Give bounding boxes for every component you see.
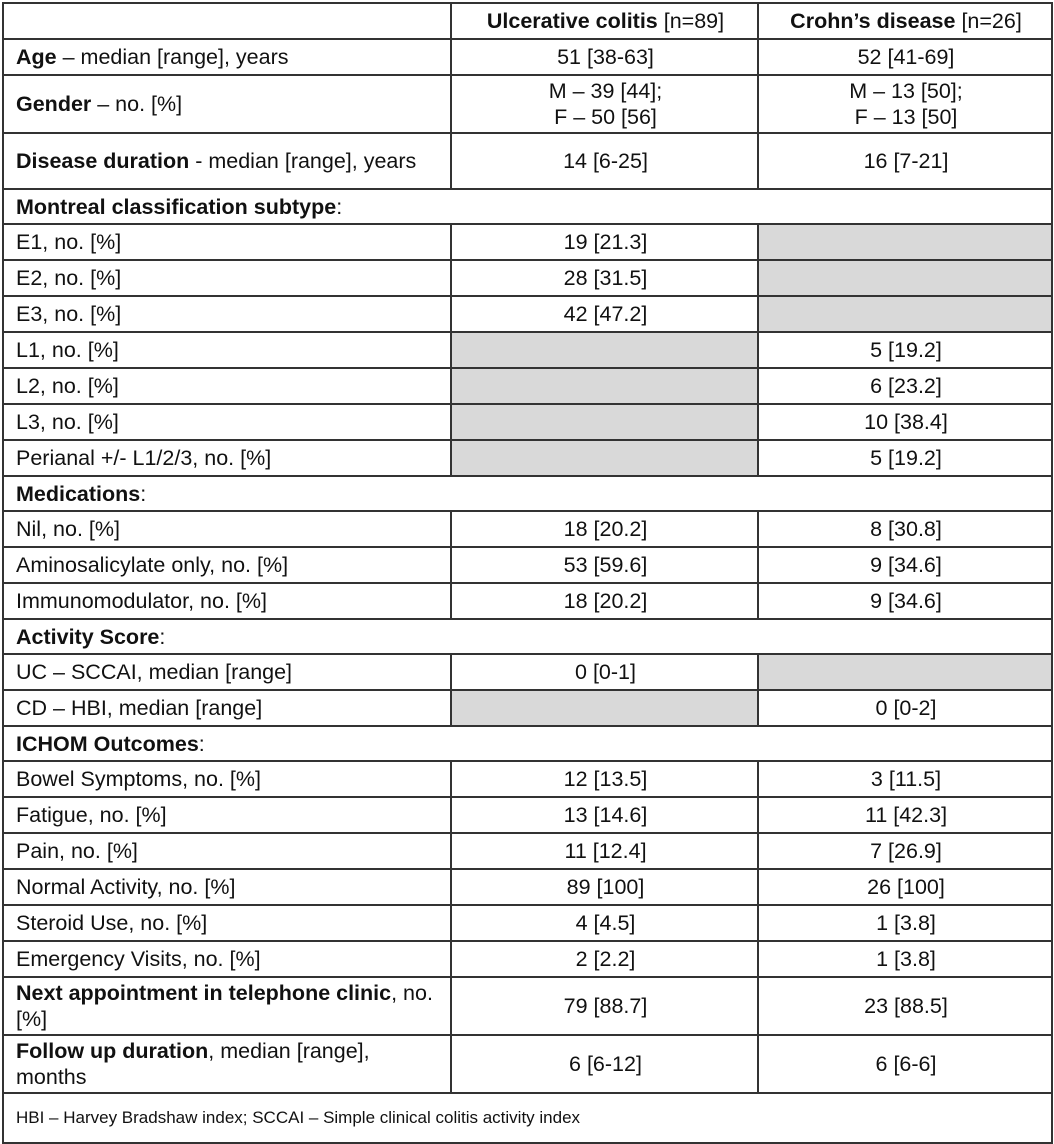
row-label: Pain, no. [%] [3,833,451,869]
row-label: Perianal +/- L1/2/3, no. [%] [3,440,451,476]
shaded-empty-cell [758,224,1052,260]
table-row [3,296,1052,332]
section-header-row [3,726,1052,761]
cd-value: 9 [34.6] [758,547,1052,583]
row-label: Normal Activity, no. [%] [3,869,451,905]
uc-value: 11 [12.4] [451,833,758,869]
row-label: Nil, no. [%] [3,511,451,547]
row-label: E1, no. [%] [3,224,451,260]
uc-value: 89 [100] [451,869,758,905]
section-title: Activity Score: [3,619,1052,654]
cd-value: 6 [23.2] [758,368,1052,404]
shaded-empty-cell [758,260,1052,296]
cd-value: 3 [11.5] [758,761,1052,797]
cd-value: 16 [7-21] [758,133,1052,189]
uc-value: 18 [20.2] [451,583,758,619]
section-header-row [3,476,1052,511]
header-empty-cell [3,3,451,39]
table-row [3,654,1052,690]
baseline-characteristics-table [2,2,1053,1144]
row-label: Disease duration - median [range], years [3,133,451,189]
table-row [3,224,1052,260]
row-label: Follow up duration, median [range], months [3,1035,451,1093]
shaded-empty-cell [451,404,758,440]
section-header-row [3,189,1052,224]
cd-value: 1 [3.8] [758,941,1052,977]
uc-value: 42 [47.2] [451,296,758,332]
uc-value: 53 [59.6] [451,547,758,583]
table-row [3,547,1052,583]
cd-value: 26 [100] [758,869,1052,905]
uc-value: 4 [4.5] [451,905,758,941]
cd-value: 52 [41-69] [758,39,1052,75]
shaded-empty-cell [451,332,758,368]
table-row [3,39,1052,75]
row-label: Fatigue, no. [%] [3,797,451,833]
row-label: Steroid Use, no. [%] [3,905,451,941]
cd-value: 7 [26.9] [758,833,1052,869]
table-row [3,797,1052,833]
section-title: ICHOM Outcomes: [3,726,1052,761]
cd-value: 5 [19.2] [758,440,1052,476]
uc-value: 51 [38-63] [451,39,758,75]
header-crohns-disease: Crohn’s disease [n=26] [758,3,1052,39]
footnote: HBI – Harvey Bradshaw index; SCCAI – Simple clinical colitis activity index [3,1093,1052,1143]
table-row [3,404,1052,440]
table-row [3,761,1052,797]
row-label: E2, no. [%] [3,260,451,296]
row-label: Age – median [range], years [3,39,451,75]
table-row [3,75,1052,133]
uc-value: 79 [88.7] [451,977,758,1035]
section-header-row [3,619,1052,654]
uc-value: 12 [13.5] [451,761,758,797]
row-label: Next appointment in telephone clinic, no. [%] [3,977,451,1035]
cd-value: 23 [88.5] [758,977,1052,1035]
row-label: Aminosalicylate only, no. [%] [3,547,451,583]
table-row [3,977,1052,1035]
table-row [3,260,1052,296]
table-row [3,511,1052,547]
uc-value: 2 [2.2] [451,941,758,977]
cd-value: 11 [42.3] [758,797,1052,833]
table-row [3,332,1052,368]
uc-value: 13 [14.6] [451,797,758,833]
table-row [3,941,1052,977]
table-row [3,833,1052,869]
table-row [3,133,1052,189]
section-title: Medications: [3,476,1052,511]
uc-value: 14 [6-25] [451,133,758,189]
table-row [3,905,1052,941]
row-label: UC – SCCAI, median [range] [3,654,451,690]
row-label: Gender – no. [%] [3,75,451,133]
row-label: CD – HBI, median [range] [3,690,451,726]
shaded-empty-cell [451,440,758,476]
shaded-empty-cell [451,690,758,726]
header-ulcerative-colitis: Ulcerative colitis [n=89] [451,3,758,39]
uc-value: 28 [31.5] [451,260,758,296]
row-label: Emergency Visits, no. [%] [3,941,451,977]
uc-value: M – 39 [44]; F – 50 [56] [451,75,758,133]
cd-value: 1 [3.8] [758,905,1052,941]
cd-value: 8 [30.8] [758,511,1052,547]
row-label: L2, no. [%] [3,368,451,404]
table-row [3,583,1052,619]
cd-value: 10 [38.4] [758,404,1052,440]
row-label: L3, no. [%] [3,404,451,440]
cd-value: 5 [19.2] [758,332,1052,368]
table-row [3,869,1052,905]
section-title: Montreal classification subtype: [3,189,1052,224]
header-row [3,3,1052,39]
shaded-empty-cell [451,368,758,404]
uc-value: 18 [20.2] [451,511,758,547]
uc-value: 6 [6-12] [451,1035,758,1093]
cd-value: 9 [34.6] [758,583,1052,619]
table-row [3,368,1052,404]
row-label: E3, no. [%] [3,296,451,332]
shaded-empty-cell [758,654,1052,690]
cd-value: M – 13 [50]; F – 13 [50] [758,75,1052,133]
table-row [3,440,1052,476]
row-label: Immunomodulator, no. [%] [3,583,451,619]
uc-value: 0 [0-1] [451,654,758,690]
cd-value: 6 [6-6] [758,1035,1052,1093]
table-row [3,690,1052,726]
table-row [3,1035,1052,1093]
shaded-empty-cell [758,296,1052,332]
uc-value: 19 [21.3] [451,224,758,260]
cd-value: 0 [0-2] [758,690,1052,726]
row-label: L1, no. [%] [3,332,451,368]
row-label: Bowel Symptoms, no. [%] [3,761,451,797]
